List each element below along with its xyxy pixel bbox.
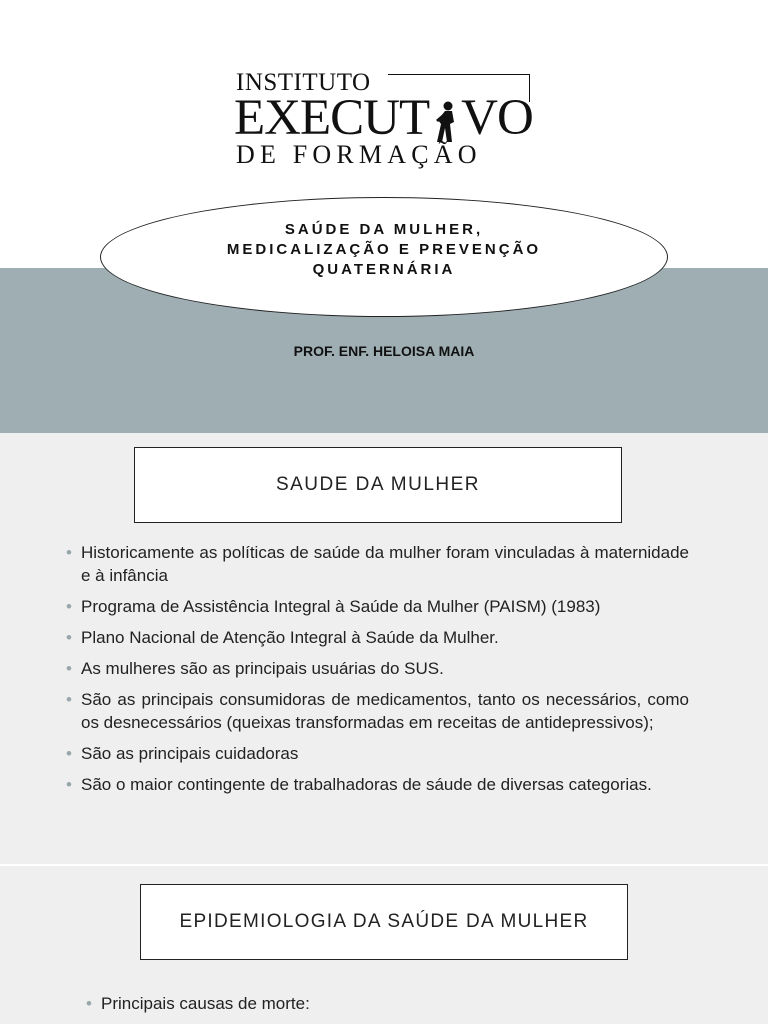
bullet-dot-icon: • — [86, 994, 92, 1013]
institute-logo — [236, 68, 536, 168]
logo-executivo-left: EXECUT — [234, 90, 430, 146]
list-item — [66, 773, 689, 796]
list-item — [66, 626, 689, 649]
list-item-text: São as principais consumidoras de medicamentos, tanto os necessários, como os desnecessários (queixas transformadas em receitas de antidepressivos); — [81, 690, 689, 732]
bullet-dot-icon: • — [66, 659, 72, 678]
list-item — [66, 742, 689, 765]
slide-heading — [134, 447, 622, 523]
logo-line-de-formacao: DE FORMAÇÃO — [236, 140, 482, 169]
bullet-dot-icon: • — [66, 628, 72, 647]
slide-heading-text: EPIDEMIOLOGIA DA SAÚDE DA MULHER — [179, 911, 589, 932]
bullet-dot-icon: • — [66, 775, 72, 794]
title-ellipse — [100, 197, 668, 317]
bullet-dot-icon: • — [66, 690, 72, 709]
slide-saude-da-mulher — [0, 433, 768, 864]
presentation-title: SAÚDE DA MULHER, MEDICALIZAÇÃO E PREVENÇÃO QUATERNÁRIA — [226, 221, 542, 278]
list-item-text: Principais causas de morte: — [101, 994, 310, 1013]
list-item-text: Historicamente as políticas de saúde da mulher foram vinculadas à maternidade e à infância — [81, 543, 689, 585]
bullet-dot-icon: • — [66, 744, 72, 763]
title-slide — [0, 0, 768, 433]
list-item-text: São as principais cuidadoras — [81, 744, 299, 763]
list-item — [66, 595, 689, 618]
bullet-list — [86, 992, 686, 1015]
list-item — [86, 992, 686, 1015]
logo-line-executivo — [234, 90, 533, 146]
list-item-text: As mulheres são as principais usuárias do SUS. — [81, 659, 444, 678]
list-item — [66, 688, 689, 734]
list-item — [66, 541, 689, 587]
logo-line-instituto: INSTITUTO — [236, 69, 371, 96]
list-item — [66, 657, 689, 680]
slide-heading-text: SAUDE DA MULHER — [275, 474, 481, 495]
runner-icon — [430, 100, 460, 144]
list-item-text: Programa de Assistência Integral à Saúde da Mulher (PAISM) (1983) — [81, 597, 601, 616]
list-item-text: Plano Nacional de Atenção Integral à Saúde da Mulher. — [81, 628, 499, 647]
list-item-text: São o maior contingente de trabalhadoras de sáude de diversas categorias. — [81, 775, 652, 794]
logo-executivo-right: VO — [461, 90, 533, 146]
logo-rule-horizontal — [388, 74, 530, 75]
bullet-dot-icon: • — [66, 543, 72, 562]
bullet-list — [66, 541, 689, 804]
slide-heading — [140, 884, 628, 960]
slide-epidemiologia — [0, 866, 768, 1024]
presenter-name: PROF. ENF. HELOISA MAIA — [293, 343, 475, 359]
bullet-dot-icon: • — [66, 597, 72, 616]
